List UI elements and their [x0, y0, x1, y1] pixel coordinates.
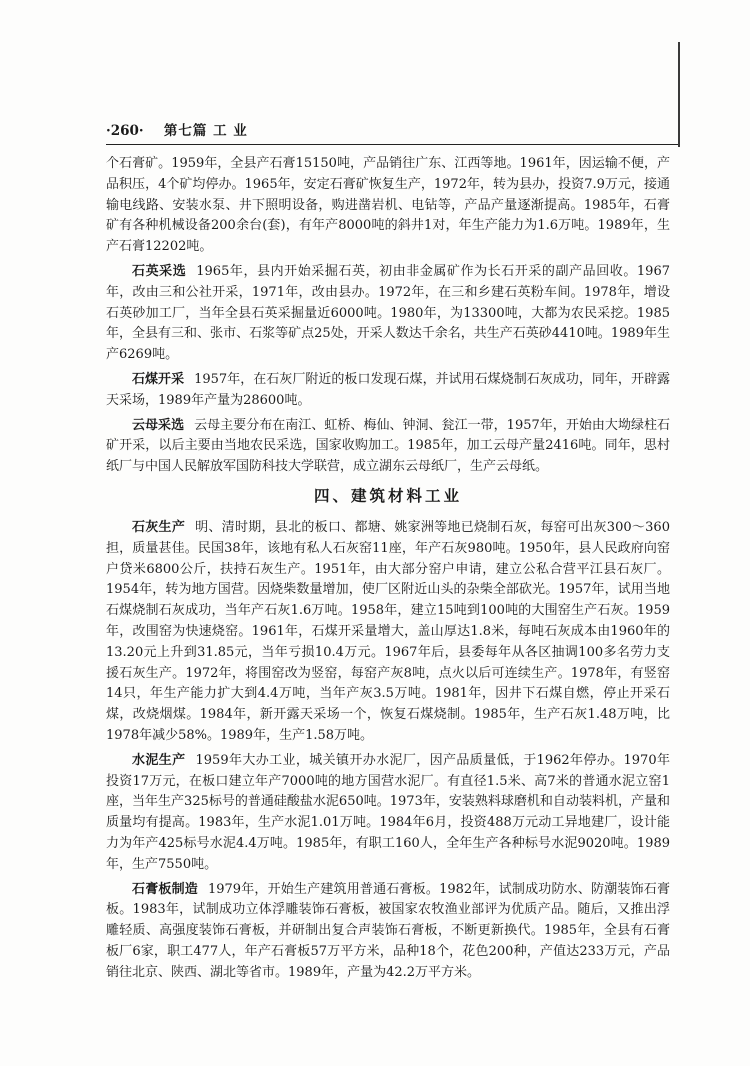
paragraph-text: 云母主要分布在南江、虹桥、梅仙、钟洞、瓮江一带，1957年，开始由大坳绿柱石矿开采，以后主要由当地农民采选，国家收购加工。1985年，加工云母产量2416吨。同年，思村纸厂与中国人民解放军国防科技大学联营，成立湖东云母纸厂，生产云母纸。	[106, 417, 670, 475]
paragraph-keyword: 水泥生产	[132, 752, 186, 768]
chapter-title: 第七篇 工 业	[163, 123, 248, 139]
paragraph-lime	[106, 518, 670, 747]
paragraph-keyword: 石膏板制造	[132, 881, 198, 897]
page-number: ·260·	[106, 123, 144, 139]
paragraph-text: 个石膏矿。1959年，全县产石膏15150吨，产品销往广东、江西等地。1961年，因运输不便，产品积压，4个矿均停办。1965年，安定石膏矿恢复生产，1972年，转为县办，投资7.9万元，接通输电线路、安装水泵、井下照明设备，购进凿岩机、电钻等，产品产量逐渐提高。1985年，石膏矿有各种机械设备200余台(套)，有年产8000吨的斜井1对，年生产能力为1.6万吨。1989年，生产石膏12202吨。	[106, 156, 670, 255]
paragraph-continued	[106, 154, 670, 258]
running-header	[106, 121, 678, 143]
scan-edge-line	[678, 42, 680, 147]
paragraph-quartz	[106, 262, 670, 366]
paragraph-keyword: 云母采选	[132, 417, 185, 433]
header-rule	[106, 144, 678, 145]
body-text	[106, 154, 670, 987]
paragraph-gypsum-board	[106, 880, 670, 984]
paragraph-text: 1959年大办工业，城关镇开办水泥厂，因产品质量低，于1962年停办。1970年投资17万元，在板口建立年产7000吨的地方国营水泥厂。有直径1.5米、高7米的普通水泥立窑1座，当年生产325标号的普通硅酸盐水泥650吨。1973年，安装熟料球磨机和自动装料机，产量和质量均有提高。1983年，生产水泥1.01万吨。1984年6月，投资488万元动工异地建厂，设计能力为年产425标号水泥4.4万吨。1985年，有职工160人，全年生产各种标号水泥9020吨。1989年，生产7550吨。	[106, 752, 670, 872]
paragraph-mica	[106, 416, 670, 478]
paragraph-text: 明、清时期，县北的板口、都塘、姚家洲等地已烧制石灰，每窑可出灰300～360担，质量甚佳。民国38年，该地有私人石灰窑11座，年产石灰980吨。1950年，县人民政府向窑户贷米6800公斤，扶持石灰生产。1951年，由大部分窑户申请，建立公私合营平江县石灰厂。1954年，转为地方国营。因烧柴数量增加，使厂区附近山头的杂柴全部砍光。1957年，试用当地石煤烧制石灰成功，当年产石灰1.6万吨。1958年，建立15吨到100吨的大围窑生产石灰。1959年，改围窑为快速烧窑。1961年，石煤开采量增大，盖山厚达1.8米，每吨石灰成本由1960年的13.20元上升到31.85元，当年亏损10.4万元。1967年后，县委每年从各区抽调100多名劳力支援石灰生产。1972年，将围窑改为竖窑，每窑产灰8吨，点火以后可连续生产。1978年，有竖窑14只，年生产能力扩大到4.4万吨，当年产灰3.5万吨。1981年，因井下石煤自燃，停止开采石煤，改烧烟煤。1984年，新开露天采场一个，恢复石煤烧制。1985年，生产石灰1.48万吨，比1978年减少58%。1989年，生产1.58万吨。	[106, 519, 670, 743]
paragraph-cement	[106, 751, 670, 876]
section-heading: 四、建筑材料工业	[313, 485, 462, 505]
paragraph-text: 1965年，县内开始采掘石英，初由非金属矿作为长石开采的副产品回收。1967年，改由三和公社开采，1971年，改由县办。1972年，在三和乡建石英粉车间。1978年，增设石英砂加工厂，当年全县石英采掘量近6000吨。1980年，为13300吨，大都为农民采挖。1985年，全县有三和、张市、石浆等矿点25处，开采人数达千余名，共生产石英砂4410吨。1989年生产6269吨。	[106, 263, 670, 363]
paragraph-text: 1957年，在石灰厂附近的板口发现石煤，并试用石煤烧制石灰成功，同年，开辟露天采场，1989年产量为28600吨。	[106, 371, 670, 408]
paragraph-stone-coal	[106, 370, 670, 412]
paragraph-text: 1979年，开始生产建筑用普通石膏板。1982年，试制成功防水、防潮装饰石膏板。1983年，试制成功立体浮雕装饰石膏板，被国家农牧渔业部评为优质产品。随后，又推出浮雕轻质、高强度装饰石膏板，并研制出复合声装饰石膏板，不断更新换代。1985年，全县有石膏板厂6家，职工477人，年产石膏板57万平方米，品种18个，花色200种，产值达233万元，产品销往北京、陕西、湖北等省市。1989年，产量为42.2万平方米。	[106, 881, 670, 980]
paragraph-keyword: 石灰生产	[132, 519, 186, 535]
paragraph-keyword: 石英采选	[132, 263, 187, 279]
paragraph-keyword: 石煤开采	[132, 371, 185, 387]
